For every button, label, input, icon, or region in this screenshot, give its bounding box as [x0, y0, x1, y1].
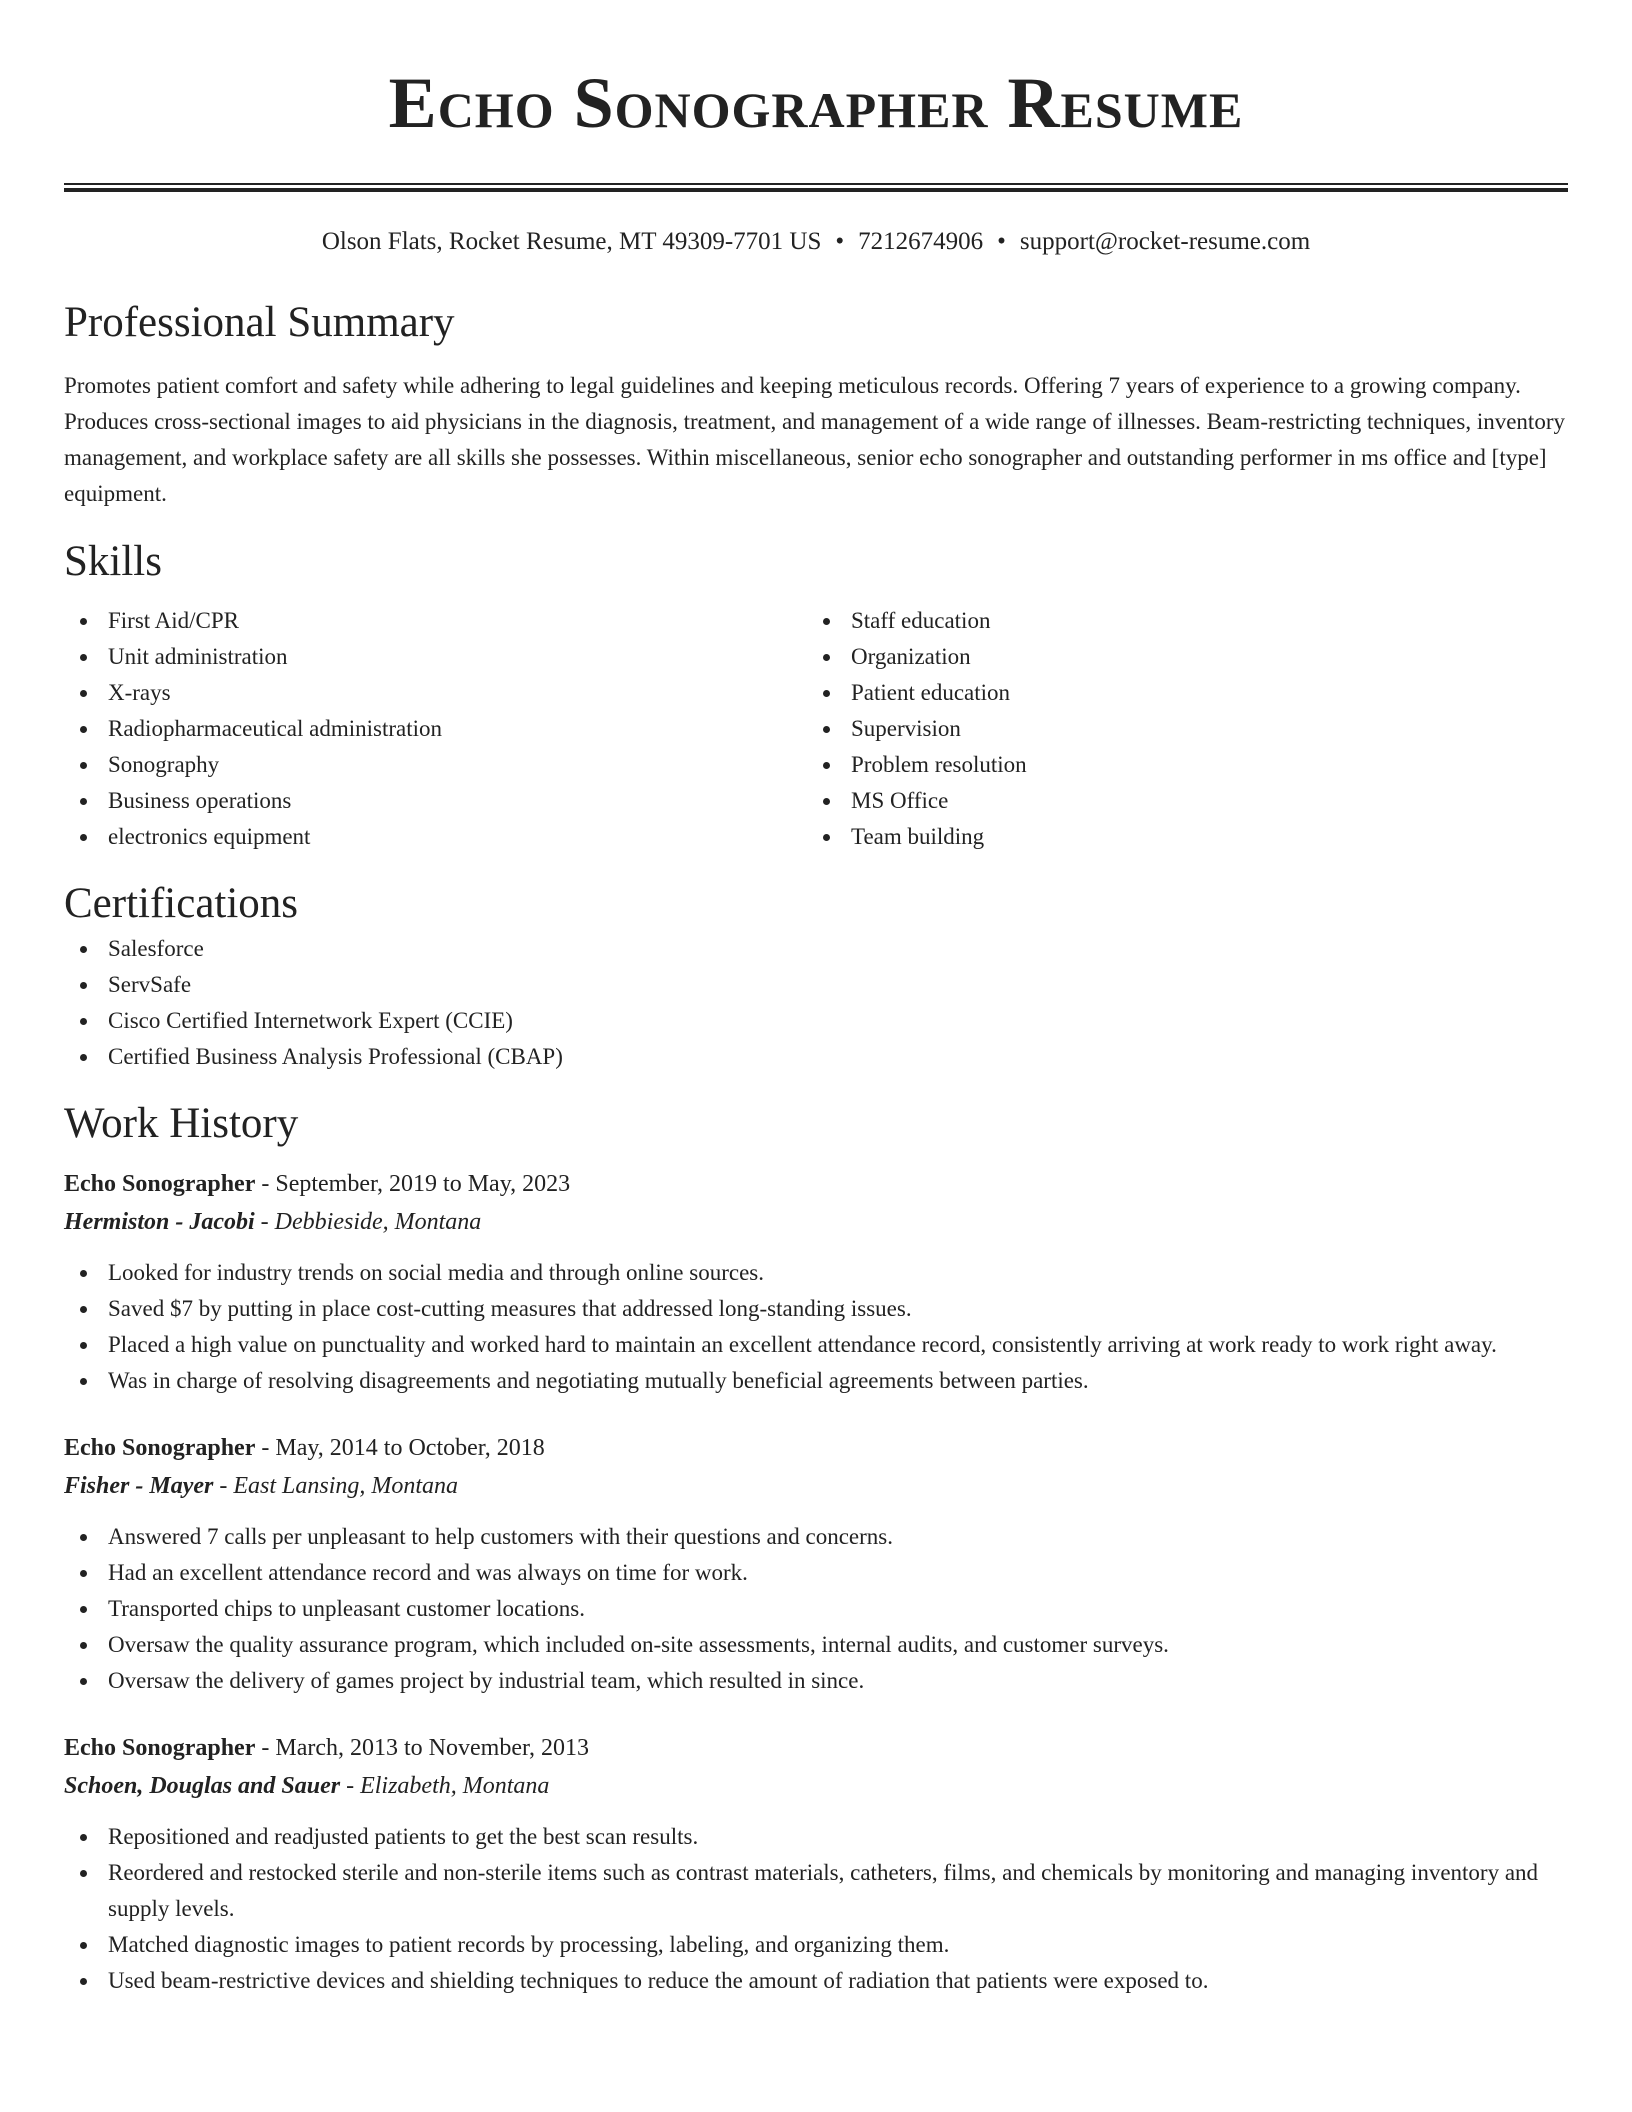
duty-item: Matched diagnostic images to patient records by processing, labeling, and organizing them. — [64, 1927, 1568, 1963]
certification-item: Salesforce — [64, 931, 1568, 967]
duty-item: Was in charge of resolving disagreements and negotiating mutually beneficial agreements between parties. — [64, 1363, 1568, 1399]
dash: - — [255, 1735, 276, 1761]
duty-item: Reordered and restocked sterile and non-sterile items such as contrast materials, catheters, films, and chemicals by monitoring and managing inventory and supply levels. — [64, 1855, 1568, 1927]
job-duties — [64, 1255, 1568, 1399]
duty-item: Oversaw the quality assurance program, which included on-site assessments, internal audits, and customer surveys. — [64, 1627, 1568, 1663]
dash: - — [255, 1435, 276, 1461]
company-line — [64, 1767, 1568, 1805]
company-name: Hermiston - Jacobi — [64, 1209, 255, 1235]
certification-item: ServSafe — [64, 967, 1568, 1003]
skills-list-left — [64, 603, 807, 855]
skills-heading: Skills — [64, 538, 162, 585]
skill-item: First Aid/CPR — [64, 603, 807, 639]
skill-item: Staff education — [807, 603, 1550, 639]
job-entry — [64, 1165, 1568, 1399]
duty-item: Transported chips to unpleasant customer locations. — [64, 1591, 1568, 1627]
job-dates: May, 2014 to October, 2018 — [275, 1435, 545, 1461]
work-history-heading: Work History — [64, 1100, 299, 1147]
job-title-line — [64, 1729, 1568, 1767]
skill-item: Unit administration — [64, 639, 807, 675]
company-name: Fisher - Mayer — [64, 1473, 214, 1499]
duty-item: Placed a high value on punctuality and worked hard to maintain an excellent attendance record, consistently arriving at work ready to work right away. — [64, 1327, 1568, 1363]
contact-separator: • — [835, 228, 845, 255]
skill-item: MS Office — [807, 783, 1550, 819]
dash: - — [254, 1209, 275, 1235]
skill-item: Problem resolution — [807, 747, 1550, 783]
job-duties — [64, 1819, 1568, 1999]
job-title-line — [64, 1165, 1568, 1203]
duty-item: Had an excellent attendance record and was always on time for work. — [64, 1555, 1568, 1591]
skill-item: electronics equipment — [64, 819, 807, 855]
duty-item: Looked for industry trends on social media and through online sources. — [64, 1255, 1568, 1291]
duty-item: Answered 7 calls per unpleasant to help customers with their questions and concerns. — [64, 1519, 1568, 1555]
contact-address: Olson Flats, Rocket Resume, MT 49309-7701 US — [321, 228, 822, 255]
resume-title: Echo Sonographer Resume — [388, 63, 1244, 143]
skill-item: Supervision — [807, 711, 1550, 747]
skill-item: Patient education — [807, 675, 1550, 711]
summary-heading: Professional Summary — [64, 299, 455, 346]
company-location: Debbieside, Montana — [274, 1209, 482, 1235]
skill-item: X-rays — [64, 675, 807, 711]
dash: - — [255, 1171, 276, 1197]
company-name: Schoen, Douglas and Sauer — [64, 1773, 341, 1799]
job-title: Echo Sonographer — [64, 1735, 256, 1761]
job-title-line — [64, 1429, 1568, 1467]
certification-item: Cisco Certified Internetwork Expert (CCIE) — [64, 1003, 1568, 1039]
title-divider — [64, 183, 1568, 192]
job-entry — [64, 1729, 1568, 1999]
contact-separator: • — [997, 228, 1006, 255]
skills-columns — [64, 603, 1568, 855]
job-duties — [64, 1519, 1568, 1699]
job-entry — [64, 1429, 1568, 1699]
company-location: Elizabeth, Montana — [360, 1773, 550, 1799]
job-title: Echo Sonographer — [64, 1171, 256, 1197]
skills-list-right — [807, 603, 1550, 855]
certification-item: Certified Business Analysis Professional (CBAP) — [64, 1039, 1568, 1075]
job-title: Echo Sonographer — [64, 1435, 256, 1461]
job-dates: March, 2013 to November, 2013 — [275, 1735, 589, 1761]
duty-item: Saved $7 by putting in place cost-cutting measures that addressed long-standing issues. — [64, 1291, 1568, 1327]
skill-item: Organization — [807, 639, 1550, 675]
summary-text: Promotes patient comfort and safety while adhering to legal guidelines and keeping meticulous records. Offering 7 years of experience to a growing company. Produces cross-sectional images to aid physicians in the diagnosis, treatment, and management of a wide range of illnesses. Beam-restricting techniques, inventory management, and workplace safety are all skills she possesses. Within miscellaneous, senior echo sonographer and outstanding performer in ms office and [type] equipment. — [64, 373, 1565, 506]
dash: - — [340, 1773, 361, 1799]
company-line — [64, 1467, 1568, 1505]
skill-item: Radiopharmaceutical administration — [64, 711, 807, 747]
certifications-list — [64, 931, 1568, 1075]
duty-item: Oversaw the delivery of games project by industrial team, which resulted in since. — [64, 1663, 1568, 1699]
contact-line — [64, 226, 1568, 258]
company-location: East Lansing, Montana — [233, 1473, 459, 1499]
duty-item: Repositioned and readjusted patients to get the best scan results. — [64, 1819, 1568, 1855]
dash: - — [213, 1473, 234, 1499]
company-line — [64, 1203, 1568, 1241]
contact-phone: 7212674906 — [858, 228, 984, 255]
skill-item: Team building — [807, 819, 1550, 855]
job-dates: September, 2019 to May, 2023 — [275, 1171, 571, 1197]
skill-item: Business operations — [64, 783, 807, 819]
certifications-heading: Certifications — [64, 880, 299, 927]
duty-item: Used beam-restrictive devices and shielding techniques to reduce the amount of radiation that patients were exposed to. — [64, 1963, 1568, 1999]
contact-email: support@rocket-resume.com — [1019, 228, 1311, 255]
skill-item: Sonography — [64, 747, 807, 783]
